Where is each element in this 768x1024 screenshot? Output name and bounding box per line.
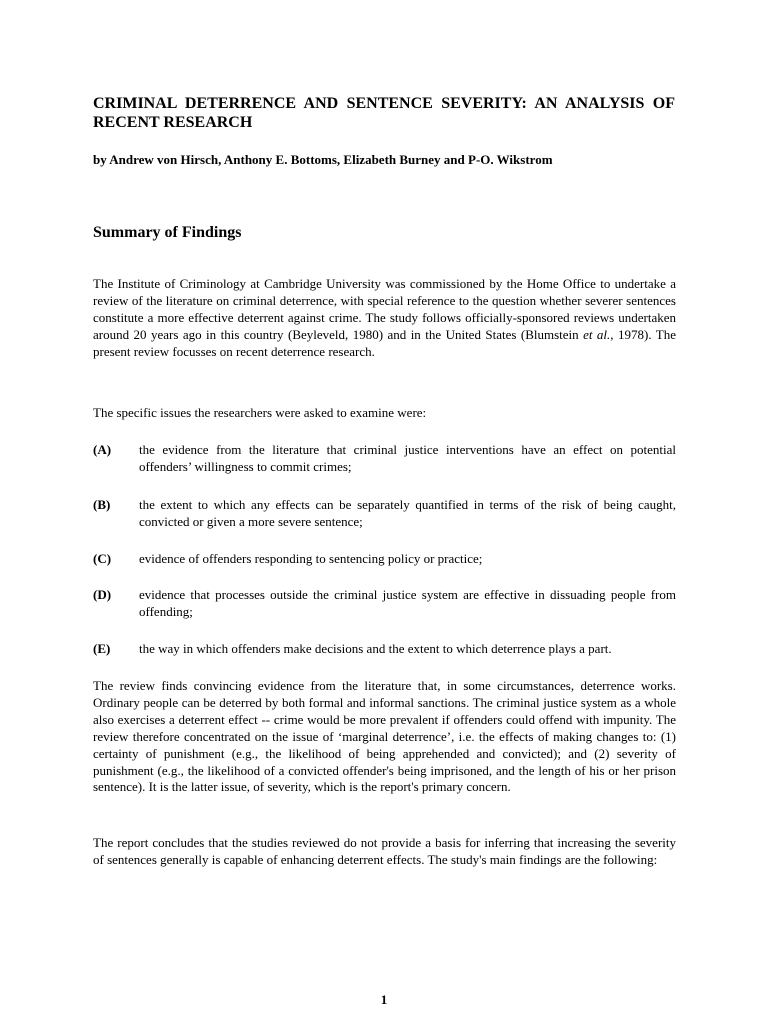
section-heading: Summary of Findings xyxy=(93,224,242,241)
issue-label: (C) xyxy=(93,551,112,566)
issue-text: evidence that processes outside the criminal justice system are effective in dissuading people from offending; xyxy=(139,587,676,619)
issue-text: evidence of offenders responding to sentencing policy or practice; xyxy=(139,551,483,566)
document-title: CRIMINAL DETERRENCE AND SENTENCE SEVERITY: AN ANALYSIS OF RECENT RESEARCH xyxy=(93,95,675,131)
issue-label: (D) xyxy=(93,587,112,602)
findings-paragraph: The review finds convincing evidence from the literature that, in some circumstances, deterrence works. Ordinary people can be deterred by both formal and informal sanctions. The criminal justice system as a whole also exercises a deterrent effect -- crime would be more prevalent if offenders could offend with impunity. The review therefore concentrated on the issue of ‘marginal deterrence’, i.e. the effects of making changes to: (1) certainty of punishment (e.g., the likelihood of being apprehended and convicted); and (2) severity of punishment (e.g., the likelihood of a convicted offender's being imprisoned, and the length of his or her prison sentence). It is the latter issue, of severity, which is the report's primary concern. xyxy=(93,678,676,795)
page-number: 1 xyxy=(380,992,388,1007)
issue-item-b xyxy=(93,497,676,531)
issue-item-c xyxy=(93,551,676,568)
issues-intro-paragraph: The specific issues the researchers were asked to examine were: xyxy=(93,405,427,420)
document-authors: by Andrew von Hirsch, Anthony E. Bottoms, Elizabeth Burney and P-O. Wikstrom xyxy=(93,152,553,167)
issue-item-d xyxy=(93,587,676,621)
intro-paragraph-part2: , 1978). The present review focusses on recent deterrence research. xyxy=(93,326,676,359)
issue-text: the extent to which any effects can be separately quantified in terms of the risk of being caught, convicted or given a more severe sentence; xyxy=(139,497,676,529)
intro-paragraph-part1: The Institute of Criminology at Cambridge University was commissioned by the Home Office to undertake a review of the literature on criminal deterrence, with special reference to the question whether severer sentences constitute a more effective deterrent against crime. The study follows officially-sponsored reviews undertaken around 20 years ago in this country (Beyleveld, 1980) and in the United States (Blumstein xyxy=(93,276,676,342)
issue-text: the evidence from the literature that criminal justice interventions have an effect on potential offenders’ willingness to commit crimes; xyxy=(139,442,676,474)
issue-label: (E) xyxy=(93,641,111,656)
intro-paragraph xyxy=(93,276,676,361)
issue-label: (B) xyxy=(93,497,111,512)
intro-paragraph-italic: et al. xyxy=(583,326,611,342)
issue-item-a xyxy=(93,442,676,476)
issue-item-e xyxy=(93,641,676,658)
issue-text: the way in which offenders make decisions and the extent to which deterrence plays a part. xyxy=(139,641,612,656)
issue-label: (A) xyxy=(93,442,112,457)
conclusion-paragraph: The report concludes that the studies reviewed do not provide a basis for inferring that increasing the severity of sentences generally is capable of enhancing deterrent effects. The study's main findings are the following: xyxy=(93,835,676,867)
